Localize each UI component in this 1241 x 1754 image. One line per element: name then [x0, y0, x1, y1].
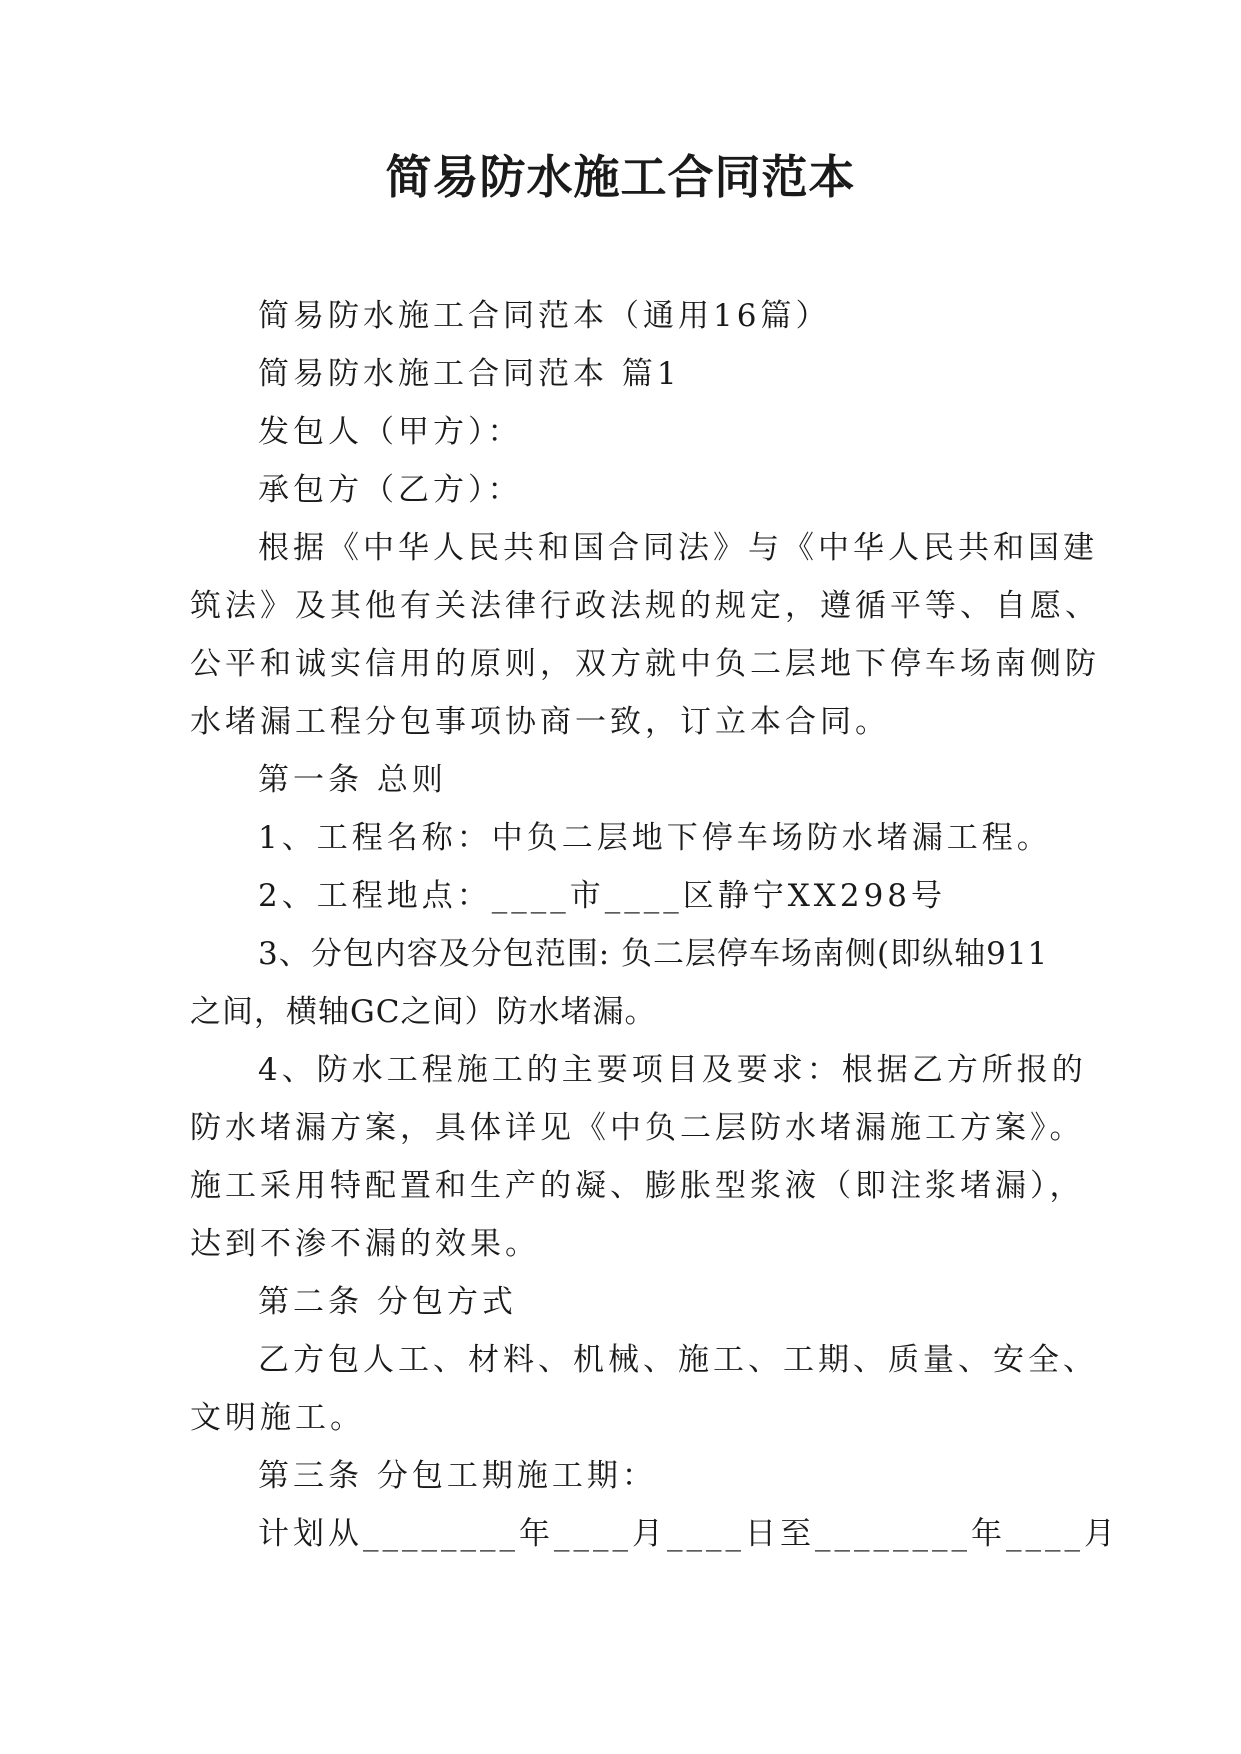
text-line: 施工采用特配置和生产的凝、膨胀型浆液（即注浆堵漏）， — [190, 1168, 1085, 1204]
text-line: 筑法》及其他有关法律行政法规的规定，遵循平等、自愿、 — [190, 588, 1100, 624]
section-heading — [190, 1447, 1070, 1505]
document-body — [190, 287, 1119, 1563]
paragraph — [190, 1041, 1087, 1273]
section-heading — [190, 1273, 1070, 1331]
paragraph — [190, 925, 1070, 1041]
text-line: 第二条 分包方式 — [258, 1284, 517, 1320]
text-line: 防水堵漏方案，具体详见《中负二层防水堵漏施工方案》。 — [190, 1110, 1085, 1146]
paragraph — [190, 287, 1070, 345]
paragraph — [190, 519, 1100, 751]
text-line: 4、防水工程施工的主要项目及要求：根据乙方所报的 — [258, 1052, 1087, 1088]
text-line: 简易防水施工合同范本 篇1 — [258, 356, 681, 392]
text-line: 之间，横轴GC之间）防水堵漏。 — [190, 994, 657, 1030]
paragraph — [190, 867, 1070, 925]
text-line: 发包人（甲方）： — [258, 414, 523, 450]
text-line: 达到不渗不漏的效果。 — [190, 1226, 540, 1262]
text-line: 2、工程地点：____市____区静宁XX298号 — [258, 878, 947, 914]
paragraph — [190, 403, 1070, 461]
text-line: 根据《中华人民共和国合同法》与《中华人民共和国建 — [258, 530, 1098, 566]
text-line: 第一条 总则 — [258, 762, 447, 798]
paragraph — [190, 345, 1070, 403]
text-line: 第三条 分包工期施工期： — [258, 1458, 657, 1494]
text-line: 乙方包人工、材料、机械、施工、工期、质量、安全、 — [258, 1342, 1098, 1378]
paragraph — [190, 1505, 1119, 1563]
text-line: 1、工程名称：中负二层地下停车场防水堵漏工程。 — [258, 820, 1052, 856]
text-line: 计划从________年____月____日至________年____月 — [258, 1516, 1119, 1552]
paragraph — [190, 461, 1070, 519]
section-heading — [190, 751, 1070, 809]
text-line: 简易防水施工合同范本（通用16篇） — [258, 298, 831, 334]
paragraph — [190, 1331, 1098, 1447]
text-line: 公平和诚实信用的原则，双方就中负二层地下停车场南侧防 — [190, 646, 1100, 682]
document-title: 简易防水施工合同范本 — [385, 150, 856, 204]
text-line: 3、分包内容及分包范围: 负二层停车场南侧(即纵轴911 — [258, 936, 1049, 972]
text-line: 承包方（乙方）： — [258, 472, 523, 508]
paragraph — [190, 809, 1070, 867]
text-line: 文明施工。 — [190, 1400, 365, 1436]
text-line: 水堵漏工程分包事项协商一致，订立本合同。 — [190, 704, 890, 740]
